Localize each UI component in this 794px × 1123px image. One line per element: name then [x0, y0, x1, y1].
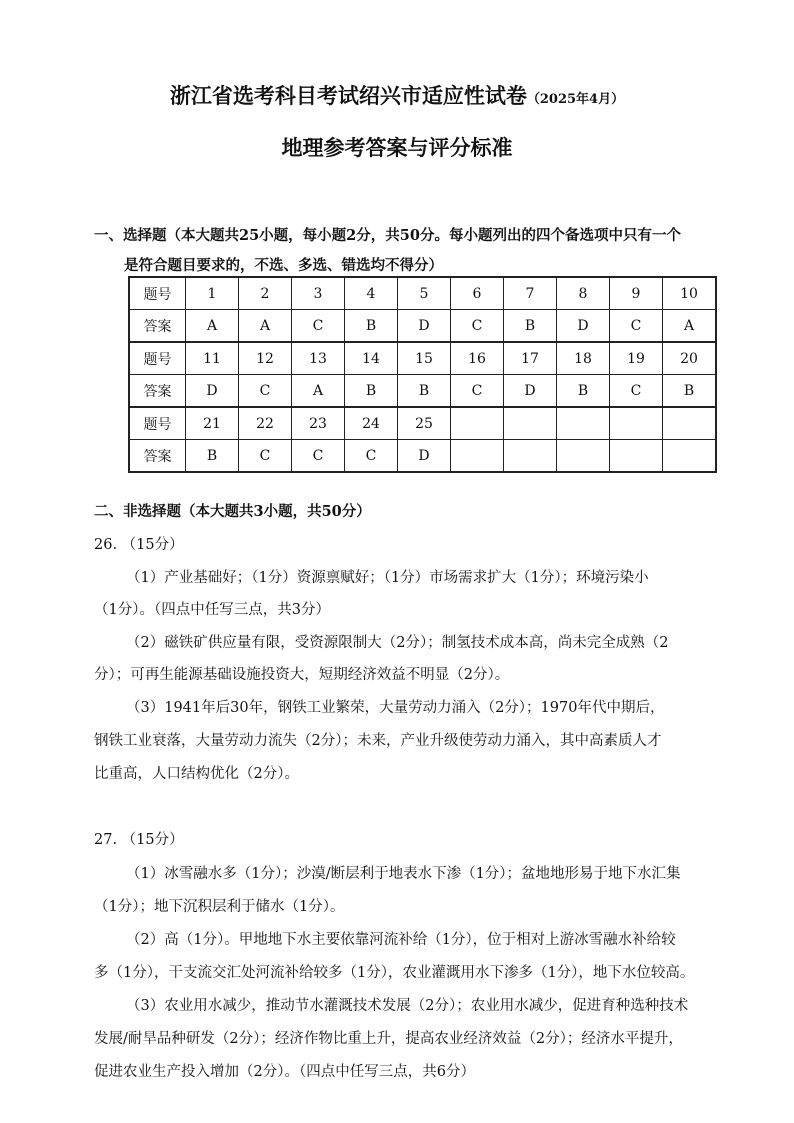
answer-cell: D	[398, 310, 451, 343]
question-number-cell: 3	[292, 277, 345, 310]
document-title	[0, 80, 794, 110]
answer-cell: C	[239, 375, 292, 408]
question-number-cell	[451, 407, 504, 440]
section2-heading: 二、非选择题（本大题共3小题，共50分）	[94, 503, 371, 520]
question-number-cell: 7	[504, 277, 557, 310]
question-number-cell: 9	[610, 277, 663, 310]
question-number-cell: 16	[451, 342, 504, 375]
q27-line-2: （1分）；地下沉积层利于储水（1分）。	[94, 899, 345, 915]
row-label: 题号	[129, 407, 186, 440]
question-number-cell: 11	[186, 342, 239, 375]
answer-table	[128, 276, 717, 473]
row-label: 答案	[129, 310, 186, 343]
answer-cell	[504, 440, 557, 473]
document-subtitle: 地理参考答案与评分标准	[281, 135, 513, 160]
question-number-cell	[610, 407, 663, 440]
q27-line-4: 多（1分），干支流交汇处河流补给较多（1分），农业灌溉用水下渗多（1分），地下水位较高。	[94, 965, 695, 981]
answer-cell: B	[345, 310, 398, 343]
answer-cell: C	[451, 310, 504, 343]
q27-line-5: （3）农业用水减少，推动节水灌溉技术发展（2分）；农业用水减少，促进育种选种技术	[126, 998, 689, 1014]
answer-cell: A	[239, 310, 292, 343]
answer-cell: A	[186, 310, 239, 343]
question-number-cell	[557, 407, 610, 440]
row-label: 题号	[129, 277, 186, 310]
question-number-row	[129, 407, 716, 440]
answer-cell	[663, 440, 717, 473]
row-label: 答案	[129, 440, 186, 473]
q27-line-6: 发展/耐旱品种研发（2分）；经济作物比重上升，提高农业经济效益（2分）；经济水平提升，	[94, 1031, 683, 1047]
row-label: 题号	[129, 342, 186, 375]
answer-cell: B	[398, 375, 451, 408]
answer-cell: C	[345, 440, 398, 473]
answer-cell: B	[663, 375, 717, 408]
question-number-cell: 17	[504, 342, 557, 375]
q26-heading: 26. （15分）	[94, 537, 184, 553]
answer-cell: D	[398, 440, 451, 473]
question-number-cell: 4	[345, 277, 398, 310]
answer-cell: C	[292, 440, 345, 473]
answer-cell	[451, 440, 504, 473]
question-number-cell: 24	[345, 407, 398, 440]
question-number-cell: 19	[610, 342, 663, 375]
answer-cell: C	[239, 440, 292, 473]
question-number-cell: 14	[345, 342, 398, 375]
answer-cell: A	[663, 310, 717, 343]
answer-cell	[610, 440, 663, 473]
question-number-cell: 20	[663, 342, 717, 375]
answer-cell: C	[610, 310, 663, 343]
q26-line-4: 分）；可再生能源基础设施投资大，短期经济效益不明显（2分）。	[94, 667, 510, 683]
question-number-cell: 15	[398, 342, 451, 375]
answer-cell: A	[292, 375, 345, 408]
question-number-cell: 12	[239, 342, 292, 375]
title-date: （2025年4月）	[526, 92, 625, 107]
question-number-cell: 6	[451, 277, 504, 310]
question-number-cell	[663, 407, 717, 440]
section1-heading-line2: 是符合题目要求的，不选、多选、错选均不得分）	[124, 257, 443, 274]
answer-cell: C	[451, 375, 504, 408]
question-number-cell: 5	[398, 277, 451, 310]
answer-cell: B	[186, 440, 239, 473]
question-number-cell: 10	[663, 277, 717, 310]
question-number-cell: 25	[398, 407, 451, 440]
answer-cell: D	[504, 375, 557, 408]
answer-row	[129, 440, 716, 473]
question-number-row	[129, 342, 716, 375]
title-text: 浙江省选考科目考试绍兴市适应性试卷	[169, 83, 527, 108]
answer-cell: C	[610, 375, 663, 408]
answer-cell: B	[504, 310, 557, 343]
q26-line-6: 钢铁工业衰落，大量劳动力流失（2分）；未来，产业升级使劳动力涌入，其中高素质人才	[94, 733, 662, 749]
question-number-cell: 18	[557, 342, 610, 375]
q26-line-1: （1）产业基础好；（1分）资源禀赋好；（1分）市场需求扩大（1分）；环境污染小	[126, 570, 649, 586]
question-number-cell: 8	[557, 277, 610, 310]
q26-line-2: （1分）。（四点中任写三点，共3分）	[94, 602, 330, 618]
q26-line-3: （2）磁铁矿供应量有限，受资源限制大（2分）；制氢技术成本高，尚未完全成熟（2	[126, 635, 669, 651]
answer-row	[129, 310, 716, 343]
row-label: 答案	[129, 375, 186, 408]
question-number-row	[129, 277, 716, 310]
answer-cell: D	[186, 375, 239, 408]
q27-line-3: （2）高（1分）。甲地地下水主要依靠河流补给（1分），位于相对上游冰雪融水补给较	[126, 932, 676, 948]
answer-cell	[557, 440, 610, 473]
answer-cell: C	[292, 310, 345, 343]
answer-cell: B	[345, 375, 398, 408]
question-number-cell: 2	[239, 277, 292, 310]
question-number-cell: 22	[239, 407, 292, 440]
answer-cell: D	[557, 310, 610, 343]
section1-heading-line1: 一、选择题（本大题共25小题，每小题2分，共50分。每小题列出的四个备选项中只有一个	[94, 227, 681, 244]
answer-cell: B	[557, 375, 610, 408]
answer-row	[129, 375, 716, 408]
question-number-cell: 23	[292, 407, 345, 440]
q26-line-7: 比重高，人口结构优化（2分）。	[94, 766, 299, 782]
q27-line-1: （1）冰雪融水多（1分）；沙漠/断层利于地表水下渗（1分）；盆地地形易于地下水汇集	[126, 866, 681, 882]
q27-heading: 27. （15分）	[94, 832, 184, 848]
question-number-cell: 21	[186, 407, 239, 440]
question-number-cell	[504, 407, 557, 440]
q26-line-5: （3）1941年后30年，钢铁工业繁荣，大量劳动力涌入（2分）；1970年代中期后，	[126, 700, 665, 716]
question-number-cell: 1	[186, 277, 239, 310]
question-number-cell: 13	[292, 342, 345, 375]
q27-line-7: 促进农业生产投入增加（2分）。（四点中任写三点，共6分）	[94, 1064, 475, 1080]
